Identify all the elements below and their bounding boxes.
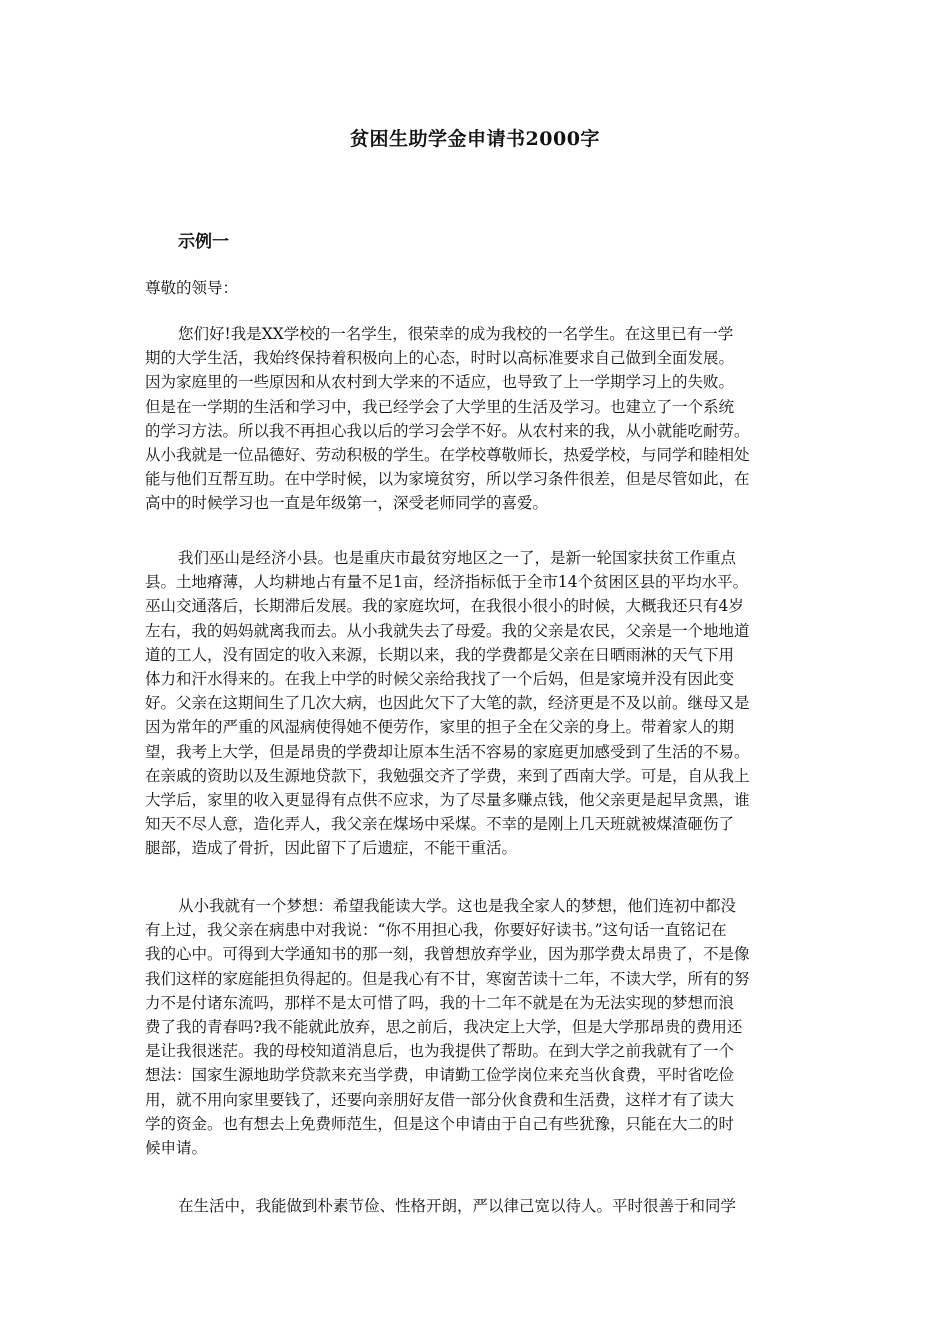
paragraph-line: 学的资金。也有想去上免费师范生，但是这个申请由于自己有些犹豫，只能在大二的时	[145, 1114, 735, 1133]
paragraph-line: 用，就不用向家里要钱了，还要向亲朋好友借一部分伙食费和生活费，这样才有了读大	[145, 1090, 735, 1109]
paragraph-line: 知天不尽人意，造化弄人，我父亲在煤场中采煤。不幸的是刚上几天班就被煤渣砸伤了	[145, 815, 735, 834]
paragraph-line: 好。父亲在这期间生了几次大病，也因此欠下了大笔的款，经济更是不及以前。继母又是	[145, 694, 750, 713]
paragraph-line: 巫山交通落后，长期滞后发展。我的家庭坎坷，在我很小很小的时候，大概我还只有4岁	[145, 597, 744, 616]
paragraph-line: 望，我考上大学，但是昂贵的学费却让原本生活不容易的家庭更加感受到了生活的不易。	[145, 742, 750, 761]
paragraph-line: 腿部，造成了骨折，因此留下了后遗症，不能干重活。	[145, 839, 518, 858]
paragraph-line: 但是在一学期的生活和学习中，我已经学会了大学里的生活及学习。也建立了一个系统	[145, 397, 735, 416]
paragraph-line: 力不是付诸东流吗，那样不是太可惜了吗，我的十二年不就是在为无法实现的梦想而浪	[145, 993, 735, 1012]
paragraph-line: 能与他们互帮互助。在中学时候，以为家境贫穷，所以学习条件很差，但是尽管如此，在	[145, 470, 750, 489]
paragraph-line: 道的工人，没有固定的收入来源，长期以来，我的学费都是父亲在日晒雨淋的天气下用	[145, 645, 735, 664]
paragraph-line: 从小我就是一位品德好、劳动积极的学生。在学校尊敬师长，热爱学校，与同学和睦相处	[145, 446, 750, 465]
document-title: 贫困生助学金申请书2000字	[350, 128, 600, 150]
paragraph-line: 是让我很迷茫。我的母校知道消息后，也为我提供了帮助。在到大学之前我就有了一个	[145, 1042, 735, 1061]
paragraph-line: 期的大学生活，我始终保持着积极向上的心态，时时以高标准要求自己做到全面发展。	[145, 349, 735, 368]
paragraph-line: 左右，我的妈妈就离我而去。从小我就失去了母爱。我的父亲是农民，父亲是一个地地道	[145, 621, 750, 640]
salutation: 尊敬的领导：	[145, 279, 239, 297]
paragraph-line: 体力和汗水得来的。在我上中学的时候父亲给我找了一个后妈，但是家境并没有因此变	[145, 670, 735, 689]
paragraph-4	[145, 1194, 809, 1218]
paragraph-3	[145, 894, 809, 1160]
paragraph-line: 费了我的青春吗?我不能就此放弃，思之前后，我决定上大学，但是大学那昂贵的费用还	[145, 1018, 743, 1037]
paragraph-line: 我的心中。可得到大学通知书的那一刻，我曾想放弃学业，因为那学费太昂贵了，不是像	[145, 945, 750, 964]
paragraph-line: 高中的时候学习也一直是年级第一，深受老师同学的喜爱。	[145, 494, 549, 513]
paragraph-2	[145, 546, 809, 861]
paragraph-line: 我们巫山是经济小县。也是重庆市最贫穷地区之一了，是新一轮国家扶贫工作重点	[178, 549, 737, 567]
paragraph-line: 您们好!我是XX学校的一名学生，很荣幸的成为我校的一名学生。在这里已有一学	[178, 325, 734, 343]
paragraph-line: 有上过，我父亲在病患中对我说：“你不用担心我，你要好好读书。”这句话一直铭记在	[145, 921, 727, 940]
paragraph-line: 因为家庭里的一些原因和从农村到大学来的不适应，也导致了上一学期学习上的失败。	[145, 373, 735, 392]
paragraph-line: 我们这样的家庭能担负得起的。但是我心有不甘，寒窗苦读十二年，不读大学，所有的努	[145, 969, 750, 988]
paragraph-line: 从小我就有一个梦想：希望我能读大学。这也是我全家人的梦想，他们连初中都没	[178, 897, 737, 915]
section-heading: 示例一	[178, 232, 229, 252]
paragraph-line: 候申请。	[145, 1139, 208, 1158]
paragraph-1	[145, 322, 809, 516]
paragraph-line: 想法：国家生源地助学贷款来充当学费，申请勤工俭学岗位来充当伙食费，平时省吃俭	[145, 1066, 735, 1085]
paragraph-line: 县。土地瘠薄，人均耕地占有量不足1亩，经济指标低于全市14个贫困区县的平均水平。	[145, 573, 749, 592]
paragraph-line: 大学后，家里的收入更显得有点供不应求，为了尽量多赚点钱，他父亲更是起早贪黑，谁	[145, 791, 750, 810]
paragraph-line: 在生活中，我能做到朴素节俭、性格开朗，严以律己宽以待人。平时很善于和同学	[178, 1197, 737, 1215]
paragraph-line: 在亲戚的资助以及生源地贷款下，我勉强交齐了学费，来到了西南大学。可是，自从我上	[145, 766, 750, 785]
paragraph-line: 的学习方法。所以我不再担心我以后的学习会学不好。从农村来的我，从小就能吃耐劳。	[145, 421, 750, 440]
paragraph-line: 因为常年的严重的风湿病使得她不便劳作，家里的担子全在父亲的身上。带着家人的期	[145, 718, 735, 737]
